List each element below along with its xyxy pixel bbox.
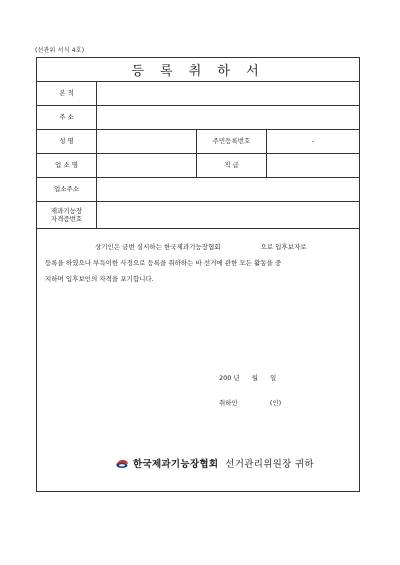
name-label: 성 명 bbox=[37, 130, 97, 153]
date-line bbox=[219, 373, 276, 382]
signature-line bbox=[219, 398, 281, 407]
row-license-no bbox=[37, 202, 359, 229]
date-day[interactable]: 일 bbox=[270, 374, 277, 382]
declaration-line-1b: 으로 입후보자로 bbox=[260, 243, 307, 251]
company-address-field[interactable] bbox=[97, 178, 359, 201]
name-field[interactable] bbox=[97, 130, 197, 153]
license-no-field[interactable] bbox=[97, 202, 359, 228]
company-address-label: 업소주소 bbox=[37, 178, 97, 201]
license-no-label-line1: 제과기능장 bbox=[50, 206, 83, 215]
license-no-label bbox=[37, 202, 97, 228]
date-year[interactable]: 200 년 bbox=[219, 374, 240, 382]
withdrawal-form bbox=[36, 57, 360, 492]
address-field[interactable] bbox=[97, 106, 359, 129]
signer-label: 취하인 bbox=[219, 399, 238, 407]
seal-mark[interactable]: (인) bbox=[269, 399, 282, 407]
position-field[interactable] bbox=[267, 154, 359, 177]
affiliation-label: 본 적 bbox=[37, 82, 97, 105]
declaration-line-2: 등록을 하였으나 부득이한 사정으로 등록을 취하하는 바 선거에 관한 모든 활동을 중 bbox=[45, 259, 282, 267]
company-label: 업 소 명 bbox=[37, 154, 97, 177]
position-label: 직 급 bbox=[197, 154, 267, 177]
declaration-line-1 bbox=[45, 239, 351, 255]
resident-no-label: 주민등록번호 bbox=[197, 130, 267, 153]
recipient: 선거관리위원장 귀하 bbox=[225, 459, 314, 470]
affiliation-field[interactable] bbox=[97, 82, 359, 105]
declaration-text bbox=[45, 239, 351, 287]
company-field[interactable] bbox=[97, 154, 197, 177]
election-name-blank[interactable] bbox=[221, 239, 261, 255]
row-affiliation bbox=[37, 82, 359, 106]
row-name bbox=[37, 130, 359, 154]
address-label: 주 소 bbox=[37, 106, 97, 129]
row-company bbox=[37, 154, 359, 178]
declaration-line-3: 지하며 입후보인의 자격을 포기합니다. bbox=[45, 275, 154, 283]
form-reference: (선관위 서식 4호) bbox=[35, 47, 85, 54]
form-title: 등 록 취 하 서 bbox=[37, 58, 359, 82]
association-logo-icon bbox=[115, 457, 129, 469]
footer bbox=[115, 456, 314, 470]
date-month[interactable]: 월 bbox=[251, 374, 259, 382]
row-address bbox=[37, 106, 359, 130]
resident-no-field[interactable]: - bbox=[311, 137, 315, 146]
license-no-label-line2: 자격증번호 bbox=[50, 215, 83, 223]
declaration-line-1a: 상기인은 금번 실시하는 한국제과기능장협회 bbox=[95, 243, 221, 251]
org-name: 한국제과기능장협회 bbox=[133, 459, 219, 470]
row-company-address bbox=[37, 178, 359, 202]
